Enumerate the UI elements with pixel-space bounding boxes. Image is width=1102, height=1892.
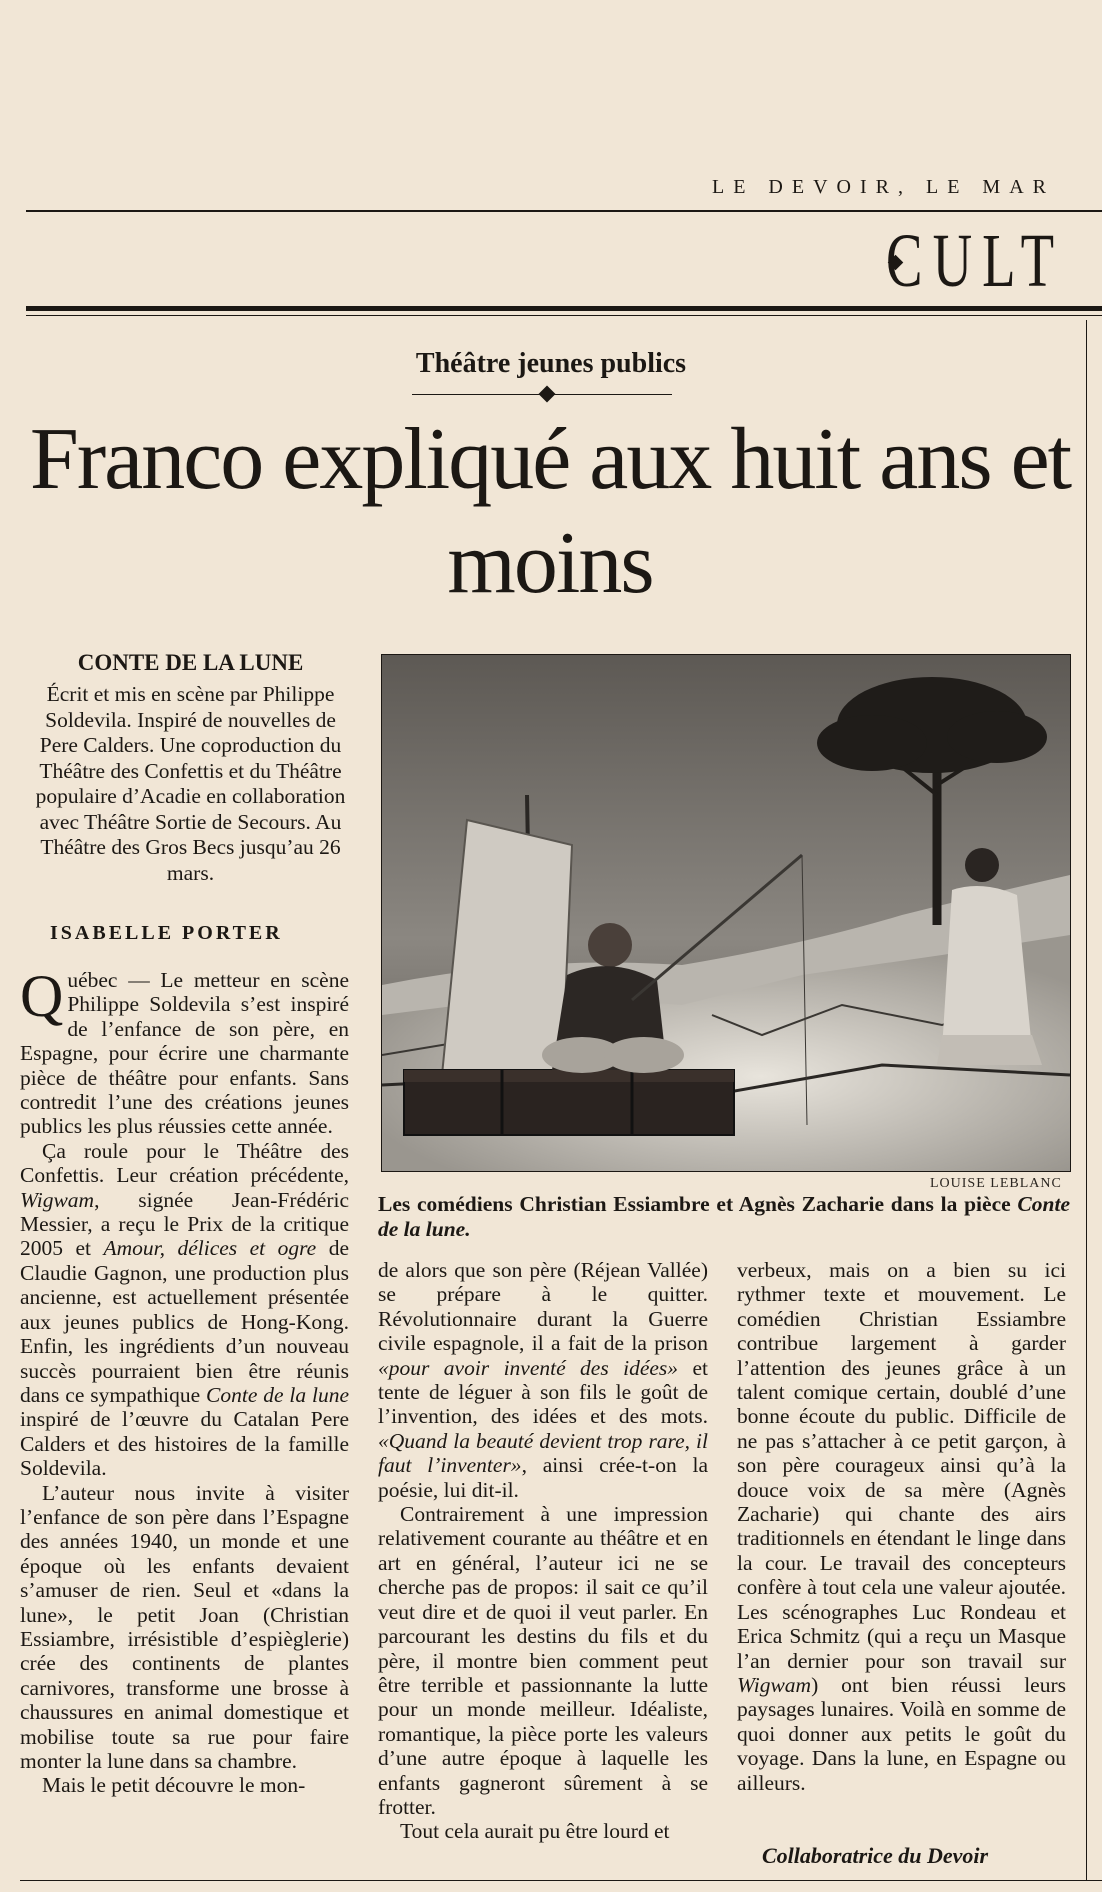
stage-scene-illustration bbox=[382, 655, 1070, 1171]
italic-title: Conte de la lune bbox=[206, 1382, 349, 1407]
kicker-diamond-ornament bbox=[539, 386, 556, 403]
italic-title: Wigwam bbox=[20, 1187, 95, 1212]
article-paragraph: Contrairement à une impression relativement courante au théâtre et en art en général, l’auteur ici ne se cherche pas de propos: il sait ce qu’il veut dire et de quoi il veut parler. En parcourant les destins du fils et du père, il montre bien comment peut être terrible et passionnante la lutte pour un monde meilleur. Idéaliste, romantique, la pièce porte les valeurs d’une autre époque à laquelle les enfants gagneront sûrement à se frotter. bbox=[378, 1502, 708, 1819]
article-photo bbox=[381, 654, 1071, 1172]
section-rule-thick bbox=[26, 306, 1102, 311]
section-rule-thin bbox=[26, 315, 1102, 316]
caption-title: Conte de la lune. bbox=[378, 1192, 1070, 1241]
masthead-dateline: LE DEVOIR, LE MAR bbox=[712, 176, 1055, 198]
photo-caption bbox=[378, 1192, 1070, 1242]
infobox-text: Écrit et mis en scène par Philippe Soldevila. Inspiré de nouvelles de Pere Calders. Une coproduction du Théâtre des Confettis et du Théâtre populaire d’Acadie en collaboration avec Théâtre Sortie de Secours. Au Théâtre des Gros Becs jusqu’au 26 mars. bbox=[35, 682, 346, 885]
article-column-2 bbox=[378, 1258, 708, 1874]
article-paragraph: Mais le petit découvre le mon- bbox=[42, 1773, 306, 1798]
section-heading: CULT bbox=[886, 219, 1065, 303]
italic-title: Wigwam bbox=[737, 1672, 812, 1697]
masthead-top-rule bbox=[26, 210, 1102, 212]
infobox-title: CONTE DE LA LUNE bbox=[77, 650, 304, 675]
article-column-1 bbox=[20, 968, 349, 1874]
footer-rule bbox=[20, 1880, 1102, 1881]
paragraph-text: , ainsi crée-t-on la poésie, lui dit-il. bbox=[378, 1453, 708, 1502]
paragraph-text: , signée Jean-Frédéric Messier, a reçu le Prix de la critique 2005 et bbox=[20, 1187, 349, 1261]
headline: Franco expliqué aux huit ans et moins bbox=[29, 411, 1071, 612]
italic-title: Amour, délices et ogre bbox=[103, 1236, 317, 1261]
paragraph-text: et tente de léguer à son fils le goût de l’invention, des idées et des mots. bbox=[378, 1355, 708, 1429]
paragraph-text: ) ont bien réussi leurs paysages lunaires. Voilà en somme de quoi donner aux petits le goût du voyage. Dans la lune, en Espagne ou ailleurs. bbox=[737, 1672, 1066, 1795]
photo-credit: LOUISE LEBLANC bbox=[930, 1176, 1062, 1191]
article-column-3 bbox=[737, 1258, 1066, 1874]
article-paragraph bbox=[20, 1139, 349, 1481]
article-paragraph bbox=[378, 1258, 708, 1502]
author-signature: Collaboratrice du Devoir bbox=[762, 1843, 989, 1868]
paragraph-text: de Claudie Gagnon, une production plus ancienne, est actuellement présentée aux jeunes publics de Hong-Kong. Enfin, les ingrédients d’un nouveau succès pourraient bien être réunis dans ce sympathique bbox=[20, 1236, 349, 1407]
byline: ISABELLE PORTER bbox=[50, 922, 283, 944]
paragraph-text: uébec — Le metteur en scène Philippe Soldevila s’est inspiré de l’enfance de son père, en Espagne, pour écrire une charmante pièce de théâtre pour enfants. Sans contredit l’une des créations jeunes publics les plus réussies cette année. bbox=[20, 968, 349, 1139]
article-paragraph: Tout cela aurait pu être lourd et bbox=[400, 1819, 670, 1844]
article-paragraph bbox=[737, 1258, 1066, 1795]
kicker: Théâtre jeunes publics bbox=[415, 348, 687, 379]
article-paragraph: L’auteur nous invite à visiter l’enfance de son père dans l’Espagne des années 1940, un monde et une époque où les enfants devaient s’amuser de rien. Seul et «dans la lune», le petit Joan (Christian Essiambre, irrésistible d’espièglerie) crée des continents de plantes carnivores, transforme une brosse à chaussures en animal domestique et mobilise toute sa rue pour faire monter la lune dans sa chambre. bbox=[20, 1480, 349, 1773]
article-paragraph bbox=[20, 968, 349, 1139]
italic-quote: «Quand la beauté devient trop rare, il faut l’inventer» bbox=[378, 1428, 708, 1478]
paragraph-text: inspiré de l’œuvre du Catalan Pere Calders et des histoires de la famille Soldevila. bbox=[20, 1407, 349, 1481]
paragraph-text: de alors que son père (Réjean Vallée) se prépare à le quitter. Révolutionnaire durant la Guerre civile espagnole, il a fait de la prison bbox=[378, 1258, 708, 1356]
paragraph-text: Ça roule pour le Théâtre des Confettis. Leur création précédente, bbox=[20, 1138, 349, 1188]
italic-quote: «pour avoir inventé des idées» bbox=[378, 1355, 679, 1380]
drop-cap: Q bbox=[20, 968, 64, 1029]
right-column-border bbox=[1086, 320, 1087, 1880]
paragraph-text: verbeux, mais on a bien su ici rythmer texte et mouvement. Le comédien Christian Essiambre contribue largement à garder l’attention des jeunes grâce à un talent comique certain, doublé d’une bonne écoute du public. Difficile de ne pas s’attacher à ce petit garçon, à son père courageux ainsi qu’à la douce voix de sa mère (Agnès Zacharie) qui chante des airs traditionnels en étendant le linge dans la cour. Le travail des concepteurs confère à tout cela une valeur ajoutée. Les scénographes Luc Rondeau et Erica Schmitz (qui a reçu un Masque l’an dernier pour son travail sur bbox=[737, 1258, 1066, 1673]
caption-text: Les comédiens Christian Essiambre et Agnès Zacharie dans la pièce bbox=[378, 1192, 1018, 1216]
